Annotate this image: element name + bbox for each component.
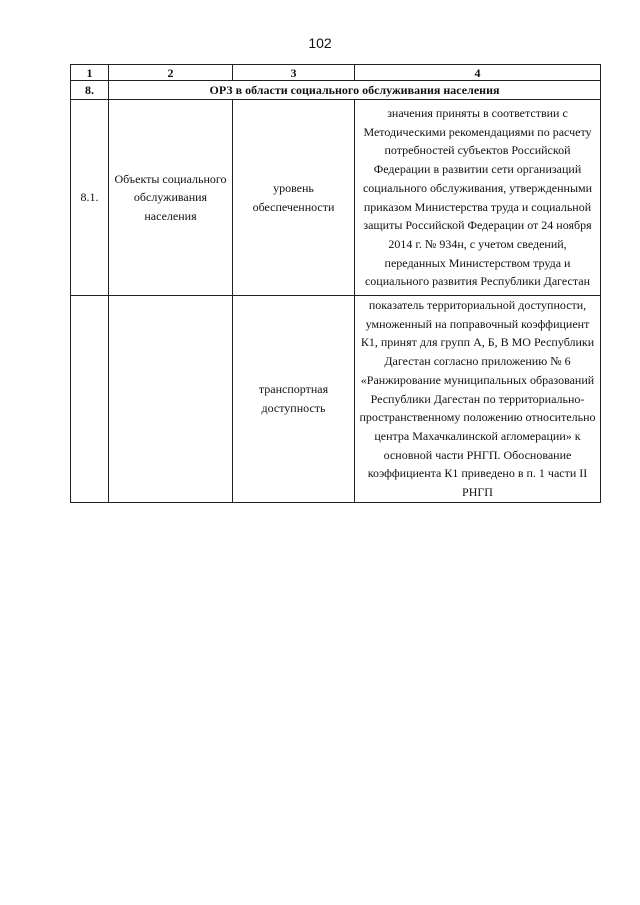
- table-row: [71, 100, 601, 296]
- section-title: ОРЗ в области социального обслуживания населения: [109, 81, 601, 100]
- header-col-4: 4: [355, 65, 601, 81]
- row-indicator: транспортная доступность: [233, 296, 355, 503]
- table-header-row: [71, 65, 601, 81]
- header-col-3: 3: [233, 65, 355, 81]
- row-number: [71, 296, 109, 503]
- header-col-2: 2: [109, 65, 233, 81]
- row-object: [109, 296, 233, 503]
- row-basis: значения приняты в соответствии с Методическими рекомендациями по расчету потребностей субъектов Российской Федерации в развитии сети организаций социального обслуживания, утвержденными приказом Министерства труда и социальной защиты Российской Федерации от 24 ноября 2014 г. № 934н, с учетом сведений, переданных Министерством труда и социального развития Республики Дагестан: [355, 100, 601, 296]
- row-basis: показатель территориальной доступности, умноженный на поправочный коэффициент К1, принят для групп А, Б, В МО Республики Дагестан согласно приложению № 6 «Ранжирование муниципальных образований Республики Дагестан по территориально-пространственному положению относительно центра Махачкалинской агломерации» к основной части РНГП. Обоснование коэффициента К1 приведено в п. 1 части II РНГП: [355, 296, 601, 503]
- header-col-1: 1: [71, 65, 109, 81]
- table-row: [71, 296, 601, 503]
- document-table: [70, 64, 601, 503]
- section-number: 8.: [71, 81, 109, 100]
- row-object: Объекты социального обслуживания населения: [109, 100, 233, 296]
- row-indicator: уровень обеспеченности: [233, 100, 355, 296]
- page-number: 102: [308, 35, 332, 51]
- row-number: 8.1.: [71, 100, 109, 296]
- section-row: [71, 81, 601, 100]
